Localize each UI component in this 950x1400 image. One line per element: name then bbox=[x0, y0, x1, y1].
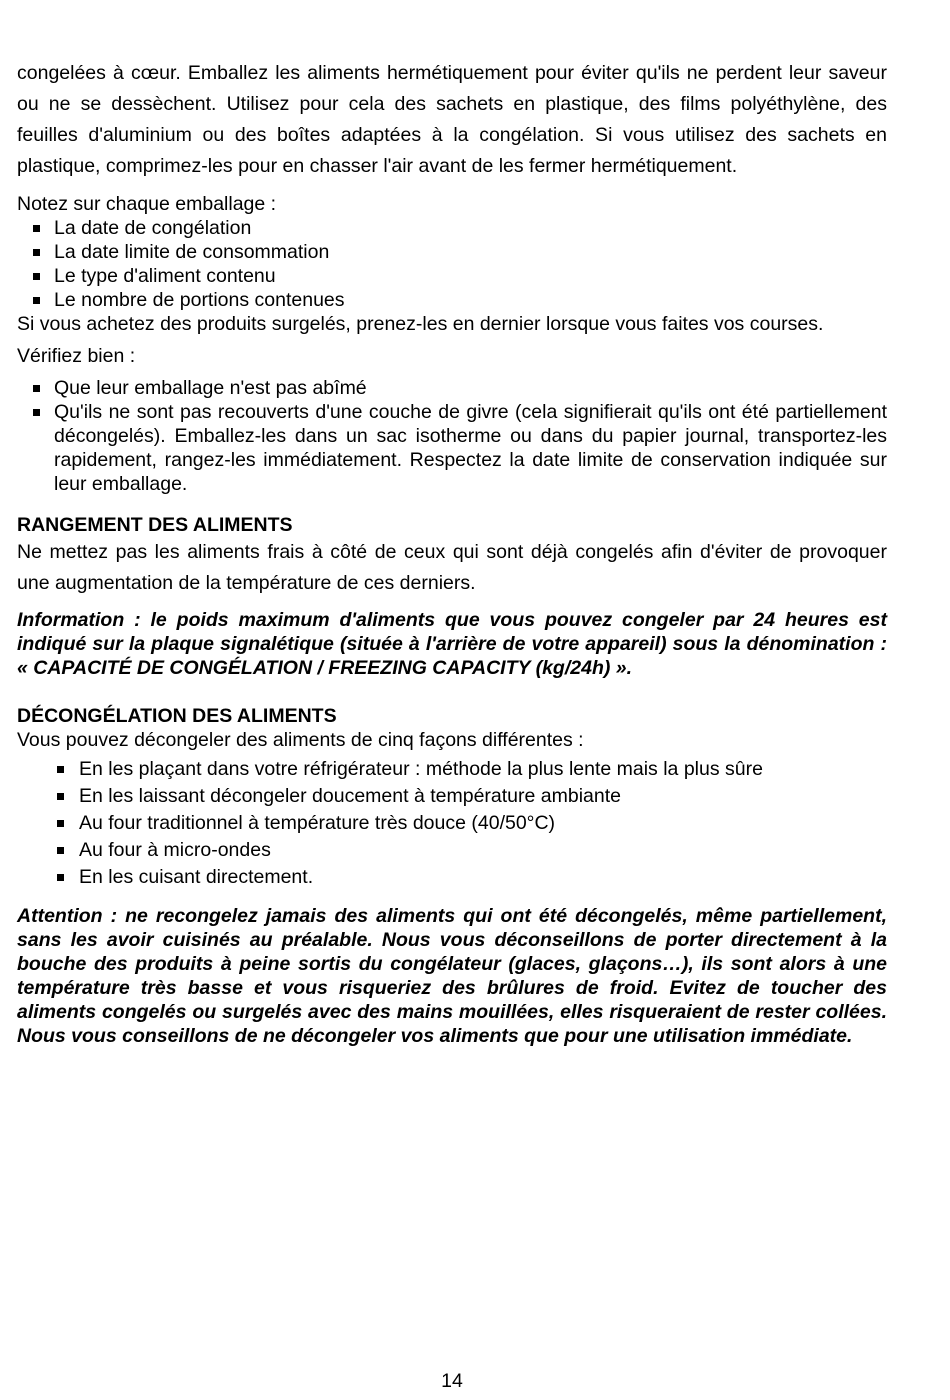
bullet-icon bbox=[57, 837, 64, 864]
list-item: En les plaçant dans votre réfrigérateur : méthode la plus lente mais la plus sûre bbox=[57, 756, 887, 783]
surgeles-text: Si vous achetez des produits surgelés, prenez-les en dernier lorsque vous faites vos courses. bbox=[17, 313, 824, 335]
bullet-icon bbox=[57, 864, 64, 891]
page-number: 14 bbox=[441, 1370, 463, 1392]
bullet-icon bbox=[57, 783, 64, 810]
bullet-icon bbox=[33, 376, 40, 400]
bullet-icon bbox=[33, 240, 40, 264]
bullet-icon bbox=[33, 216, 40, 240]
attention-note: Attention : ne recongelez jamais des aliments qui ont été décongelés, même partiellement, sans les avoir cuisinés au préalable. Nous vous déconseillons de porter directement à la bouche des produits à peine sortis du congélateur (glaces, glaçons…), ils sont alors à une température très basse et vous risqueriez des brûlures de froid. Evitez de toucher des aliments congelés ou surgelés avec des mains mouillées, elles risqueraient de rester collées. Nous vous conseillons de ne décongeler vos aliments que pour une utilisation immédiate. bbox=[17, 905, 887, 1047]
list-item: Au four traditionnel à température très douce (40/50°C) bbox=[57, 810, 887, 837]
bullet-icon bbox=[57, 810, 64, 837]
list-item: Qu'ils ne sont pas recouverts d'une couche de givre (cela signifierait qu'ils ont été partiellement décongelés). Emballez-les dans un sac isotherme ou dans du papier journal, transportez-les rapidement, rangez-les immédiatement. Respectez la date limite de conservation indiquée sur leur emballage. bbox=[33, 400, 887, 496]
section-title-rangement: RANGEMENT DES ALIMENTS bbox=[17, 514, 293, 536]
list-item: Au four à micro-ondes bbox=[57, 837, 887, 864]
intro-paragraph: congelées à cœur. Emballez les aliments hermétiquement pour éviter qu'ils ne perdent leur saveur ou ne se dessèchent. Utilisez pour cela des sachets en plastique, des films polyéthylène, des feuilles d'aluminium ou des boîtes adaptées à la congélation. Si vous utilisez des sachets en plastique, comprimez-les pour en chasser l'air avant de les fermer hermétiquement. bbox=[17, 62, 887, 177]
bullet-icon bbox=[57, 756, 64, 783]
list-item: Que leur emballage n'est pas abîmé bbox=[33, 376, 887, 400]
document-page bbox=[17, 58, 887, 1392]
list-item: En les cuisant directement. bbox=[57, 864, 887, 891]
bullet-icon bbox=[33, 264, 40, 288]
note-intro: Notez sur chaque emballage : bbox=[17, 193, 277, 215]
section-title-decongelation: DÉCONGÉLATION DES ALIMENTS bbox=[17, 705, 337, 727]
verify-list bbox=[33, 376, 887, 496]
rangement-text: Ne mettez pas les aliments frais à côté de ceux qui sont déjà congelés afin d'éviter de provoquer une augmentation de la température de ces derniers. bbox=[17, 541, 887, 594]
information-note: Information : le poids maximum d'aliments que vous pouvez congeler par 24 heures est indiqué sur la plaque signalétique (située à l'arrière de votre appareil) sous la dénomination : « CAPACITÉ DE CONGÉLATION / FREEZING CAPACITY (kg/24h) ». bbox=[17, 609, 887, 679]
list-item: Le type d'aliment contenu bbox=[33, 264, 887, 288]
list-item: Le nombre de portions contenues bbox=[33, 288, 887, 312]
list-item: La date limite de consommation bbox=[33, 240, 887, 264]
list-item: En les laissant décongeler doucement à température ambiante bbox=[57, 783, 887, 810]
bullet-icon bbox=[33, 288, 40, 312]
note-list bbox=[33, 216, 887, 312]
decongelation-list bbox=[57, 756, 887, 891]
verify-intro: Vérifiez bien : bbox=[17, 345, 136, 367]
bullet-icon bbox=[33, 400, 40, 424]
decongelation-intro: Vous pouvez décongeler des aliments de cinq façons différentes : bbox=[17, 729, 584, 751]
list-item: La date de congélation bbox=[33, 216, 887, 240]
